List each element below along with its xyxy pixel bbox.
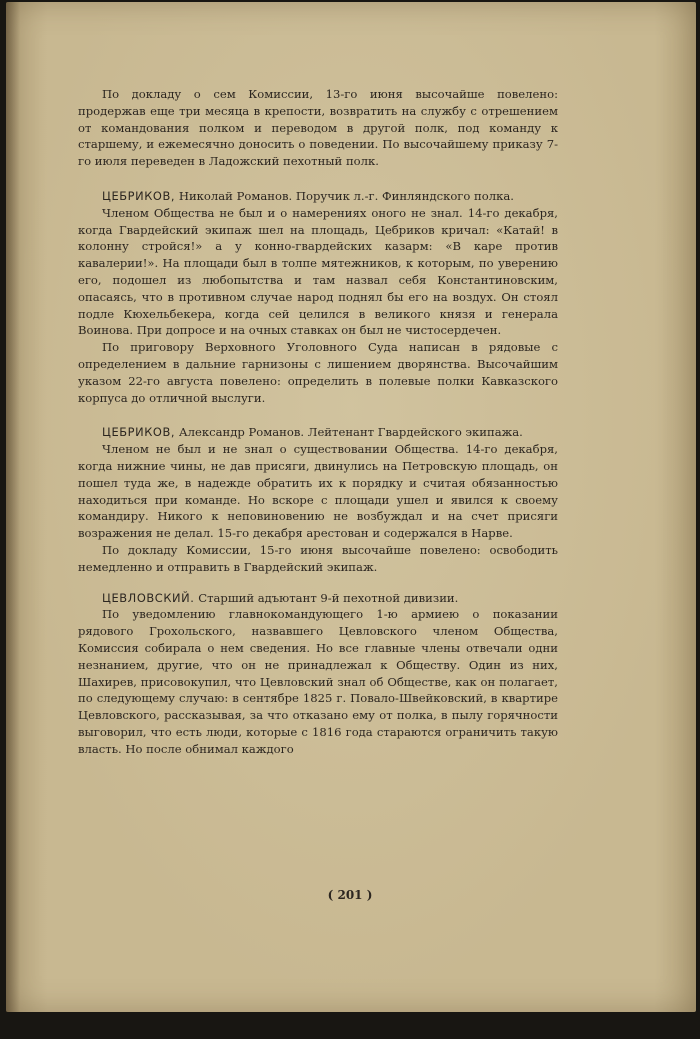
paragraph-body: По докладу Комиссии, 15-го июня высочайше повелено: освободить немедленно и отправить в Гвардейский экипаж. [78,542,558,574]
paragraph-body: По приговору Верховного Уголовного Суда написан в рядовые с определением в дальние гарнизоны с лишением дворянства. Высочайшим указом 22-го августа повелено: определить в полевые полки Кавказского корпуса до отличной выслуги. [78,340,558,405]
paragraph-body: По уведомлению главнокомандующего 1-ю армиею о показании рядового Грохольского, назвавшего Цевловского членом Общества, Комиссия собирала о нем сведения. Но все главные члены отвечали одни незнанием, другие, что он не принадлежал к Обществу. Один из них, Шахирев, присовокупил, что Цевловский знал об Обществе, как он полагает, по следующему случаю: в сентябре 1825 г. Повало-Швейковский, в квартире Цевловского, рассказывая, за что отказано ему от полка, в пылу горячности выговорил, что есть люди, которые с 1816 года стараются ограничить такую власть. Но после обнимал каждого [78,607,558,756]
entry-surname: ЦЕБРИКОВ, [102,188,176,203]
entry-heading-tsebrikov-nikolai [78,188,558,205]
entry-surname: ЦЕВЛОВСКИЙ. [102,590,195,605]
entry-heading-tsevlovsky [78,590,558,607]
paragraph-body: Членом Общества не был и о намерениях оного не знал. 14-го декабря, когда Гвардейский экипаж шел на площадь, Цебриков кричал: «Катай! в колонну стройся!» а у конно-гвардейских казарм: «В каре против кавалерии!». На площади был в толпе мятежников, к которым, по уверению его, подошел из любопытства и там назвал себя Константиновским, опасаясь, что в противном случае народ поднял бы его на воздух. Он стоял подле Кюхельбекера, когда сей целился в великого князя и генерала Воинова. При допросе и на очных ставках он был не чистосердечен. [78,205,558,338]
section-gap [78,406,558,424]
page-number: ( 201 ) [327,888,373,902]
section-gap [78,170,558,188]
entry-description: Старший адъютант 9-й пехотной дивизии. [198,590,459,605]
section-gap [78,576,558,590]
paragraph-body: Членом не был и не знал о существовании Общества. 14-го декабря, когда нижние чины, не дав присяги, двинулись на Петровскую площадь, он пошел туда же, в надежде обратить их к порядку и считая обязанностью находиться при команде. Но вскоре с площади ушел и явился к своему командиру. Никого к неповиновению не возбуждал и на счет присяги возражения не делал. 15-го декабря арестован и содержался в Нарве. [78,442,558,541]
entry-description: Александр Романов. Лейтенант Гвардейского экипажа. [178,425,523,440]
document-body [78,86,558,757]
paragraph-intro: По докладу о сем Комиссии, 13-го июня высочайше повелено: продержав еще три месяца в крепости, возвратить на службу с отрешением от командования полком и переводом в другой полк, под команду к старшему, и ежемесячно доносить о поведении. По высочайшему приказу 7-го июля переведен в Ладожский пехотный полк. [78,87,558,169]
page-gutter-shadow [6,2,20,1012]
entry-heading-tsebrikov-alexander [78,424,558,441]
entry-description: Николай Романов. Поручик л.-г. Финляндского полка. [178,188,514,203]
entry-surname: ЦЕБРИКОВ, [102,425,176,440]
